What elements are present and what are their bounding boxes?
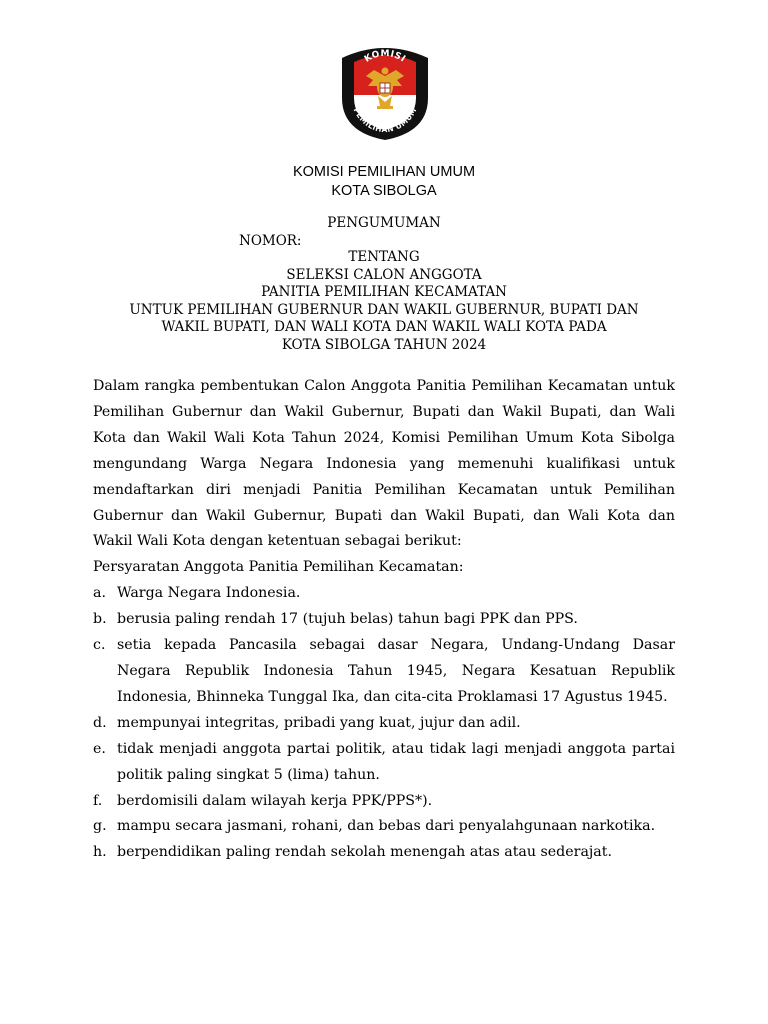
subject-line: SELEKSI CALON ANGGOTA: [286, 266, 482, 283]
list-item: [93, 581, 675, 607]
list-item-text: mempunyai integritas, pribadi yang kuat, jujur dan adil.: [117, 714, 521, 731]
subject-line: PANITIA PEMILIHAN KECAMATAN: [261, 284, 507, 300]
list-item-text: Warga Negara Indonesia.: [117, 585, 301, 602]
list-item-text: setia kepada Pancasila sebagai dasar Negara, Undang-Undang Dasar Negara Republik Indonesia Tahun 1945, Negara Kesatuan Republik Indonesia, Bhinneka Tunggal Ika, dan cita-cita Proklamasi 17 Agustus 1945.: [117, 637, 675, 705]
subject-line: WAKIL BUPATI, DAN WALI KOTA DAN WAKIL WALI KOTA PADA: [161, 319, 607, 335]
announcement-body: [93, 374, 675, 866]
announcement-number-label: NOMOR:: [239, 233, 302, 249]
requirements-list: [93, 581, 675, 866]
list-item-text: berpendidikan paling rendah sekolah menengah atas atau sederajat.: [117, 844, 612, 861]
list-marker: a.: [93, 585, 106, 602]
list-item: [93, 633, 675, 711]
subject-line: KOTA SIBOLGA TAHUN 2024: [281, 336, 487, 353]
list-item: [93, 840, 675, 866]
announcement-title: PENGUMUMAN: [327, 215, 441, 231]
list-marker: h.: [93, 844, 107, 861]
kpu-emblem-icon: [338, 40, 432, 140]
list-item: [93, 789, 675, 815]
list-marker: g.: [93, 818, 107, 835]
list-item-text: tidak menjadi anggota partai politik, atau tidak lagi menjadi anggota partai politik paling singkat 5 (lima) tahun.: [117, 740, 675, 783]
list-item-text: berdomisili dalam wilayah kerja PPK/PPS*).: [117, 792, 433, 809]
list-marker: e.: [93, 740, 106, 757]
kpu-logo: [338, 40, 432, 140]
list-item-text: berusia paling rendah 17 (tujuh belas) tahun bagi PPK dan PPS.: [117, 611, 578, 628]
list-item: [93, 814, 675, 840]
subject-line: UNTUK PEMILIHAN GUBERNUR DAN WAKIL GUBERNUR, BUPATI DAN: [129, 301, 639, 318]
list-item-text: mampu secara jasmani, rohani, dan bebas dari penyalahgunaan narkotika.: [117, 818, 656, 835]
list-item: [93, 607, 675, 633]
list-marker: f.: [93, 792, 103, 809]
list-marker: d.: [93, 714, 107, 731]
svg-text:PEMILIHAN UMUM: PEMILIHAN UMUM: [351, 106, 419, 135]
list-marker: b.: [93, 611, 107, 628]
intro-paragraph: Dalam rangka pembentukan Calon Anggota Panitia Pemilihan Kecamatan untuk Pemilihan Gubernur dan Wakil Gubernur, Bupati dan Wakil Bupati, dan Wali Kota dan Wakil Wali Kota Tahun 2024, Komisi Pemilihan Umum Kota Sibolga mengundang Warga Negara Indonesia yang memenuhi kualifikasi untuk mendaftarkan diri menjadi Panitia Pemilihan Kecamatan untuk Pemilihan Gubernur dan Wakil Gubernur, Bupati dan Wakil Bupati, dan Wali Kota dan Wakil Wali Kota dengan ketentuan sebagai berikut:: [93, 378, 675, 550]
institution-name: KOMISI PEMILIHAN UMUM: [292, 164, 476, 180]
announcement-subject: [0, 249, 768, 354]
svg-text:KOMISI: KOMISI: [362, 48, 408, 65]
institution-header: [0, 163, 768, 201]
subject-line: TENTANG: [348, 249, 420, 265]
list-item: [93, 711, 675, 737]
requirements-heading: Persyaratan Anggota Panitia Pemilihan Kecamatan:: [93, 559, 464, 576]
institution-city: KOTA SIBOLGA: [331, 183, 437, 199]
list-marker: c.: [93, 637, 106, 654]
list-item: [93, 737, 675, 789]
